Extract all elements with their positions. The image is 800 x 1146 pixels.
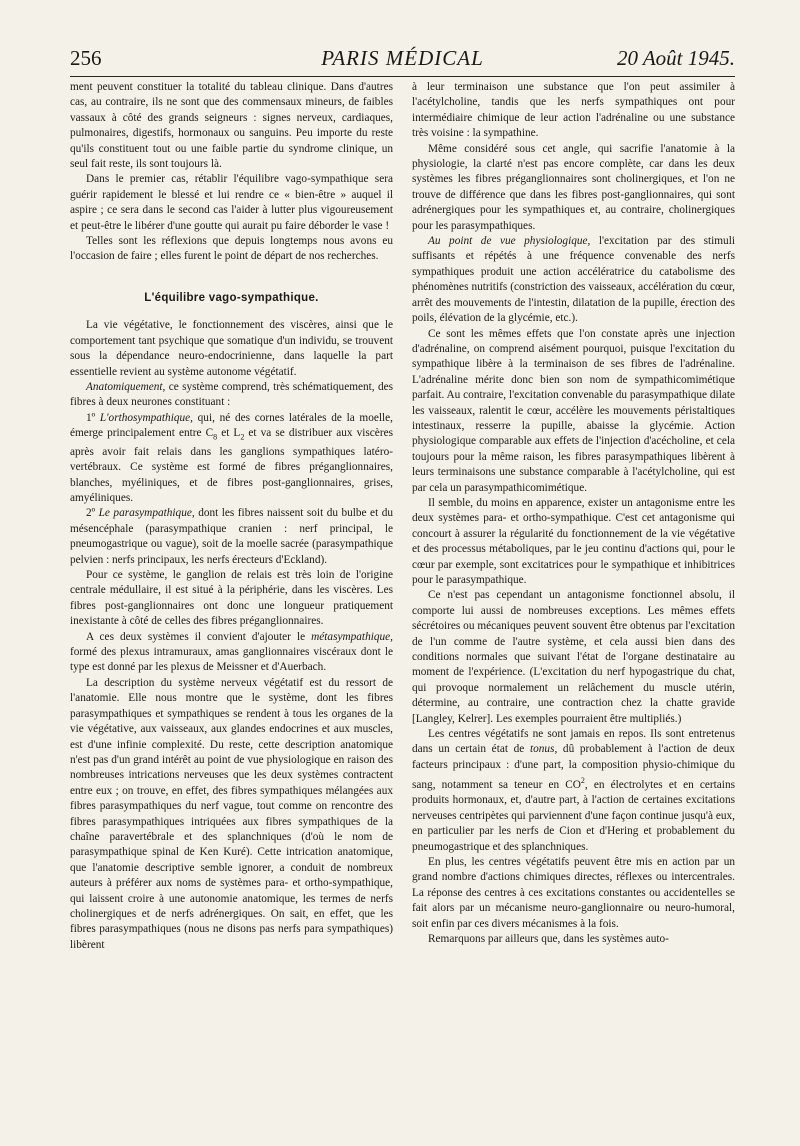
paragraph bbox=[412, 727, 735, 855]
paragraph: La vie végétative, le fonctionnement des viscères, ainsi que le comportement tant psychique que somatique d'un individu, se trouvent sous la dépendance neuro-endocrinienne, dans laquelle la part essentielle revient au système autonome végétatif. bbox=[70, 319, 393, 378]
issue-date: 20 Août 1945. bbox=[616, 46, 735, 70]
paragraph bbox=[70, 411, 393, 507]
list-number: 1º bbox=[86, 411, 100, 424]
subscript: 8 bbox=[213, 432, 218, 442]
paragraph-text: A ces deux systèmes il convient d'ajouter le bbox=[86, 630, 312, 643]
paragraph: Pour ce système, le ganglion de relais est très loin de l'origine centrale médullaire, il est situé à la périphérie, dans les viscères. Les fibres post-ganglionnaires ont donc une longueur pratiquement inexistante à côté de celles des fibres préganglionnaires. bbox=[70, 569, 393, 628]
paragraph: à leur terminaison une substance que l'on peut assimiler à l'acétylcholine, tandis que les nerfs sympathiques ont pour intermédiaire chimique de leur action l'adrénaline ou une substance très voisine : la sympathine. bbox=[412, 81, 735, 140]
emphasis: Anatomiquement, bbox=[86, 380, 166, 393]
paragraph-text: ce système comprend, très schématiquement, des fibres à deux neurones constituant : bbox=[70, 380, 393, 409]
paragraph: Remarquons par ailleurs que, dans les systèmes auto- bbox=[428, 933, 669, 946]
paragraph-text: , en électrolytes et en certains produits hormonaux, et, d'autre part, à l'action de certaines excitations nerveuses centripètes qui parviennent d'une façon continue jusqu'à eux, en particulier par les nerfs de Cion et d'Hering et probablement du pneumogastrique et des splanchniques. bbox=[412, 779, 735, 853]
section-heading: L'équilibre vago-sympathique. bbox=[144, 291, 319, 304]
left-column bbox=[70, 80, 393, 953]
paragraph-text: dû probablement à l'action de deux facteurs principaux : d'une part, la composition physio-chimique du sang, notamment sa teneur en CO bbox=[412, 743, 736, 792]
emphasis: Au point de vue physiologique, bbox=[428, 235, 591, 248]
subscript: 2 bbox=[240, 432, 245, 442]
header-rule bbox=[70, 76, 735, 77]
right-column bbox=[412, 80, 735, 948]
emphasis: métasympathique, bbox=[311, 630, 393, 643]
paragraph: Dans le premier cas, rétablir l'équilibre vago-sympathique sera guérir rapidement le blessé et lui rendre ce « bien-être » auquel il aspire ; ce sera dans le second cas l'aider à lutter plus vigoureusement et peut-être le libérer d'une goutte qui aurait pu faire déborder le vase ! bbox=[70, 173, 393, 232]
paragraph: En plus, les centres végétatifs peuvent être mis en action par un grand nombre d'actions chimiques directes, réflexes ou intercentrales. La réponse des centres à ces excitations constantes ou accidentelles se fait alors par un mécanisme neuro-ganglionnaire ou neuro-humoral, soit enfin par ces divers mécanismes à la fois. bbox=[412, 856, 735, 930]
journal-title: PARIS MÉDICAL bbox=[321, 46, 484, 70]
paragraph-text: dont les fibres naissent soit du bulbe et du mésencéphale (parasympathique cranien : nerf principal, le pneumogastrique ou vague), soit de la moelle sacrée (parasympathique pelvien : nerfs principaux, les nerfs érecteurs d'Eckland). bbox=[70, 507, 393, 566]
paragraph: Telles sont les réflexions que depuis longtemps nous avons eu l'occasion de faire ; elles furent le point de départ de nos recherches. bbox=[70, 235, 393, 263]
paragraph bbox=[70, 380, 393, 411]
emphasis: tonus, bbox=[529, 743, 558, 756]
paragraph: ment peuvent constituer la totalité du tableau clinique. Dans d'autres cas, au contraire, ils ne sont que des commensaux mineurs, de faibles vassaux à côté des grands seigneurs : signes nerveux, cardiaques, pulmonaires, digestifs, hormonaux ou sanguins. Peu importe du reste qu'ils constituent tout ou une faible partie du syndrome clinique, un seul fait reste, ils sont toujours là. bbox=[70, 81, 393, 171]
paragraph: Ce n'est pas cependant un antagonisme fonctionnel absolu, il comporte lui aussi de nombreuses exceptions. Les mêmes effets sécrétoires ou mécaniques peuvent souvent être obtenus par l'excitation de l'un comme de l'autre système, et cela aussi bien dans des conditions normales que suivant l'état de l'organe destinataire au moment de l'expérience. (L'excitation du nerf hypogastrique du chat, qui provoque normalement un relâchement du muscle utérin, détermine, au contraire, une contraction chez la chatte gravide [Langley, Kelrer]. Les exemples pourraient être multipliés.) bbox=[412, 589, 735, 725]
paragraph bbox=[70, 630, 393, 676]
paragraph-text: Les centres végétatifs ne sont jamais en repos. Ils sont entretenus dans un certain état de bbox=[412, 728, 735, 756]
paragraph-text: formé des plexus intramuraux, amas ganglionnaires viscéraux dont le type est donné par les plexus de Meissner et d'Auerbach. bbox=[70, 646, 393, 674]
paragraph: La description du système nerveux végétatif est du ressort de l'anatomie. Elle nous montre que le système, dont les fibres parasympathiques et sympathiques se rendent à tous les organes de la vie végétative, aux vaisseaux, aux glandes endocrines et aux muscles, est d'une infinie complexité. Du reste, cette description anatomique n'est pas d'un grand intérêt au point de vue physiologique en raison des nombreuses intrications nerveuses que les deux systèmes contractent entre eux ; on trouve, en effet, des fibres sympathiques mélangées aux fibres parasympathiques du nerf vague, tout comme on rencontre des fibres parasympathiques intriquées aux fibres sympathiques de la chaîne paravertébrale et des splanchniques (d'où le nom de parasympathique spinal de Ken Kuré). Cette intrication anatomique, que l'anatomie descriptive semble ignorer, a conduit de nombreux auteurs à préférer aux noms de systèmes para- et ortho-sympathique, qui laissent croire à une autonomie anatomique, les termes de nerfs cholinergiques et de nerfs adrénergiques. On sait, en effet, que les fibres parasympathiques (nous ne disons pas nerfs para sympathiques) libèrent bbox=[70, 676, 393, 951]
emphasis: Le parasympathique, bbox=[98, 507, 195, 520]
paragraph-text: qui, né des cornes latérales de la moelle, émerge principalement entre C bbox=[70, 411, 393, 440]
emphasis: L'orthosympathique, bbox=[99, 411, 193, 424]
paragraph: Ce sont les mêmes effets que l'on constate après une injection d'adrénaline, on comprend aisément pourquoi, puisque l'excitation du sympathique libère à la terminaison de ses fibres de l'adrénaline. L'adrénaline mérite donc bien son nom de sympathicomimétique parfait. Au contraire, l'excitation convenable du parasympathique dilate les vaisseaux, ralentit le cœur, accélère les mouvements péristaltiques intestinaux, resserre la pupille, abaisse la glycémie. Action physiologique comparable aux effets de l'injection d'acécholine, et cela toujours pour la même raison, les fibres parasympathiques libèrent à leurs terminaisons une substance comparable à l'acétylcholine, qui est par cela un parasympathicomimétique. bbox=[412, 327, 735, 494]
superscript: 2 bbox=[580, 776, 585, 786]
paragraph bbox=[412, 234, 735, 326]
paragraph-text: l'excitation par des stimuli suffisants et répétés à une fréquence convenable des nerfs sympathiques produit une action accélératrice du catabolisme des phénomènes nutritifs (constriction des vaisseaux, accélération du cœur, arrêt des mouvements de l'intestin, dilatation de la pupille, érection des poils, élévation de la glycémie, etc.). bbox=[412, 235, 735, 325]
paragraph-text: et L bbox=[217, 427, 241, 440]
paragraph-text: et va se distribuer aux viscères après avoir fait relais dans les ganglions sympathiques latéro-vertébraux. Ce système est formé de fibres préganglionnaires, blanches, myéliniques, et de fibres post-ganglionnaires, grises, amyéliniques. bbox=[70, 427, 393, 504]
page-number: 256 bbox=[70, 46, 102, 70]
page-header bbox=[70, 46, 735, 80]
paragraph: Il semble, du moins en apparence, exister un antagonisme entre les deux systèmes para- et ortho-sympathique. C'est cet antagonisme qui concourt à assurer la régularité du fonctionnement de la vie végétative et des processus métaboliques, par le jeu continu d'actions qui, pour le cœur par exemple, sont excitatrices pour le sympathique et inhibitrices pour le parasympathique. bbox=[412, 496, 735, 586]
paragraph bbox=[70, 506, 393, 568]
list-number: 2º bbox=[86, 507, 99, 520]
paragraph: Même considéré sous cet angle, qui sacrifie l'anatomie à la physiologie, la clarté n'est pas encore complète, car dans les deux systèmes les fibres préganglionnaires sont cholinergiques, et l'on ne trouve de différence que dans les fibres post-ganglionnaires, qui sont adrénergiques pour les sympathiques et, au contraire, cholinergiques pour les parasympathiques. bbox=[412, 142, 735, 232]
